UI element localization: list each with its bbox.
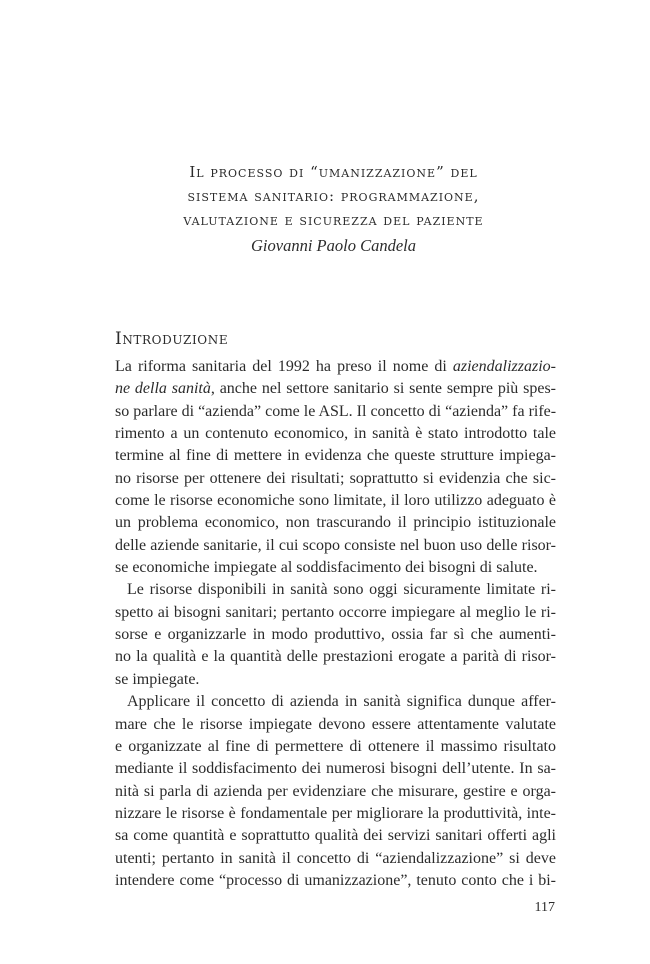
text-line: sorse e organizzarle in modo produttivo, ossia far sì che aumenti- [115,626,556,644]
text-line: utenti; pertanto in sanità il concetto di “aziendalizzazione” si deve [115,849,556,867]
text-line: mediante il soddisfacimento dei numerosi bisogni dell’utente. In sa- [115,760,556,778]
emphasis-text: aziendalizzazio- [452,358,556,375]
text-line: sa come quantità e soprattutto qualità dei servizi sanitari offerti agli [115,827,556,845]
text-line: se impiegate. [115,670,200,688]
body-text [115,356,556,892]
chapter-title-line-3: valutazione e sicurezza del paziente [183,211,484,229]
text-line: so parlare di “azienda” come le ASL. Il concetto di “azienda” fa rife- [115,402,557,420]
text-line: Applicare il concetto di azienda in sanità significa dunque affer- [127,693,556,711]
chapter-title-line-1: Il processo di “umanizzazione” del [189,163,478,181]
text-line: La riforma sanitaria del 1992 ha preso il nome di aziendalizzazio- [115,358,556,375]
section-heading: Introduzione [115,329,229,349]
text-line: intendere come “processo di umanizzazione”, tenuto conto che i bi- [115,871,556,889]
chapter-title-block [112,160,555,257]
text-line: mare che le risorse impiegate devono essere attentamente valutate [115,715,556,733]
text-line: come le risorse economiche sono limitate, il loro utilizzo adeguato è [115,492,556,510]
text-line: no la qualità e la quantità delle prestazioni erogate a parità di risor- [115,648,556,666]
text-line: spetto ai bisogni sanitari; pertanto occorre impiegare al meglio le ri- [115,603,556,621]
text-line: se economiche impiegate al soddisfacimento dei bisogni di salute. [115,559,538,577]
text-line: nizzare le risorse è fondamentale per migliorare la produttività, inte- [115,804,556,822]
chapter-title-line-2: sistema sanitario: programmazione, [187,187,480,205]
text-line: nità si parla di azienda per evidenziare che misurare, gestire e orga- [115,782,556,800]
text-line: delle aziende sanitarie, il cui scopo consiste nel buon uso delle risor- [115,536,556,554]
text-line: termine al fine di mettere in evidenza che queste strutture impiega- [115,447,556,465]
text-line: ne della sanità, anche nel settore sanitario si sente sempre più spes- [115,380,556,398]
page-number: 117 [534,900,555,915]
emphasis-text: ne della sanità [115,380,211,398]
text-line: no risorse per ottenere dei risultati; soprattutto si evidenzia che sic- [115,469,556,487]
text-line: un problema economico, non trascurando il principio istituzionale [115,514,556,532]
text-line: rimento a un contenuto economico, in sanità è stato introdotto tale [115,425,556,443]
text-line: e organizzate al fine di permettere di ottenere il massimo risultato [115,737,556,755]
text-line: Le risorse disponibili in sanità sono oggi sicuramente limitate ri- [127,581,556,599]
author-name: Giovanni Paolo Candela [251,236,416,255]
